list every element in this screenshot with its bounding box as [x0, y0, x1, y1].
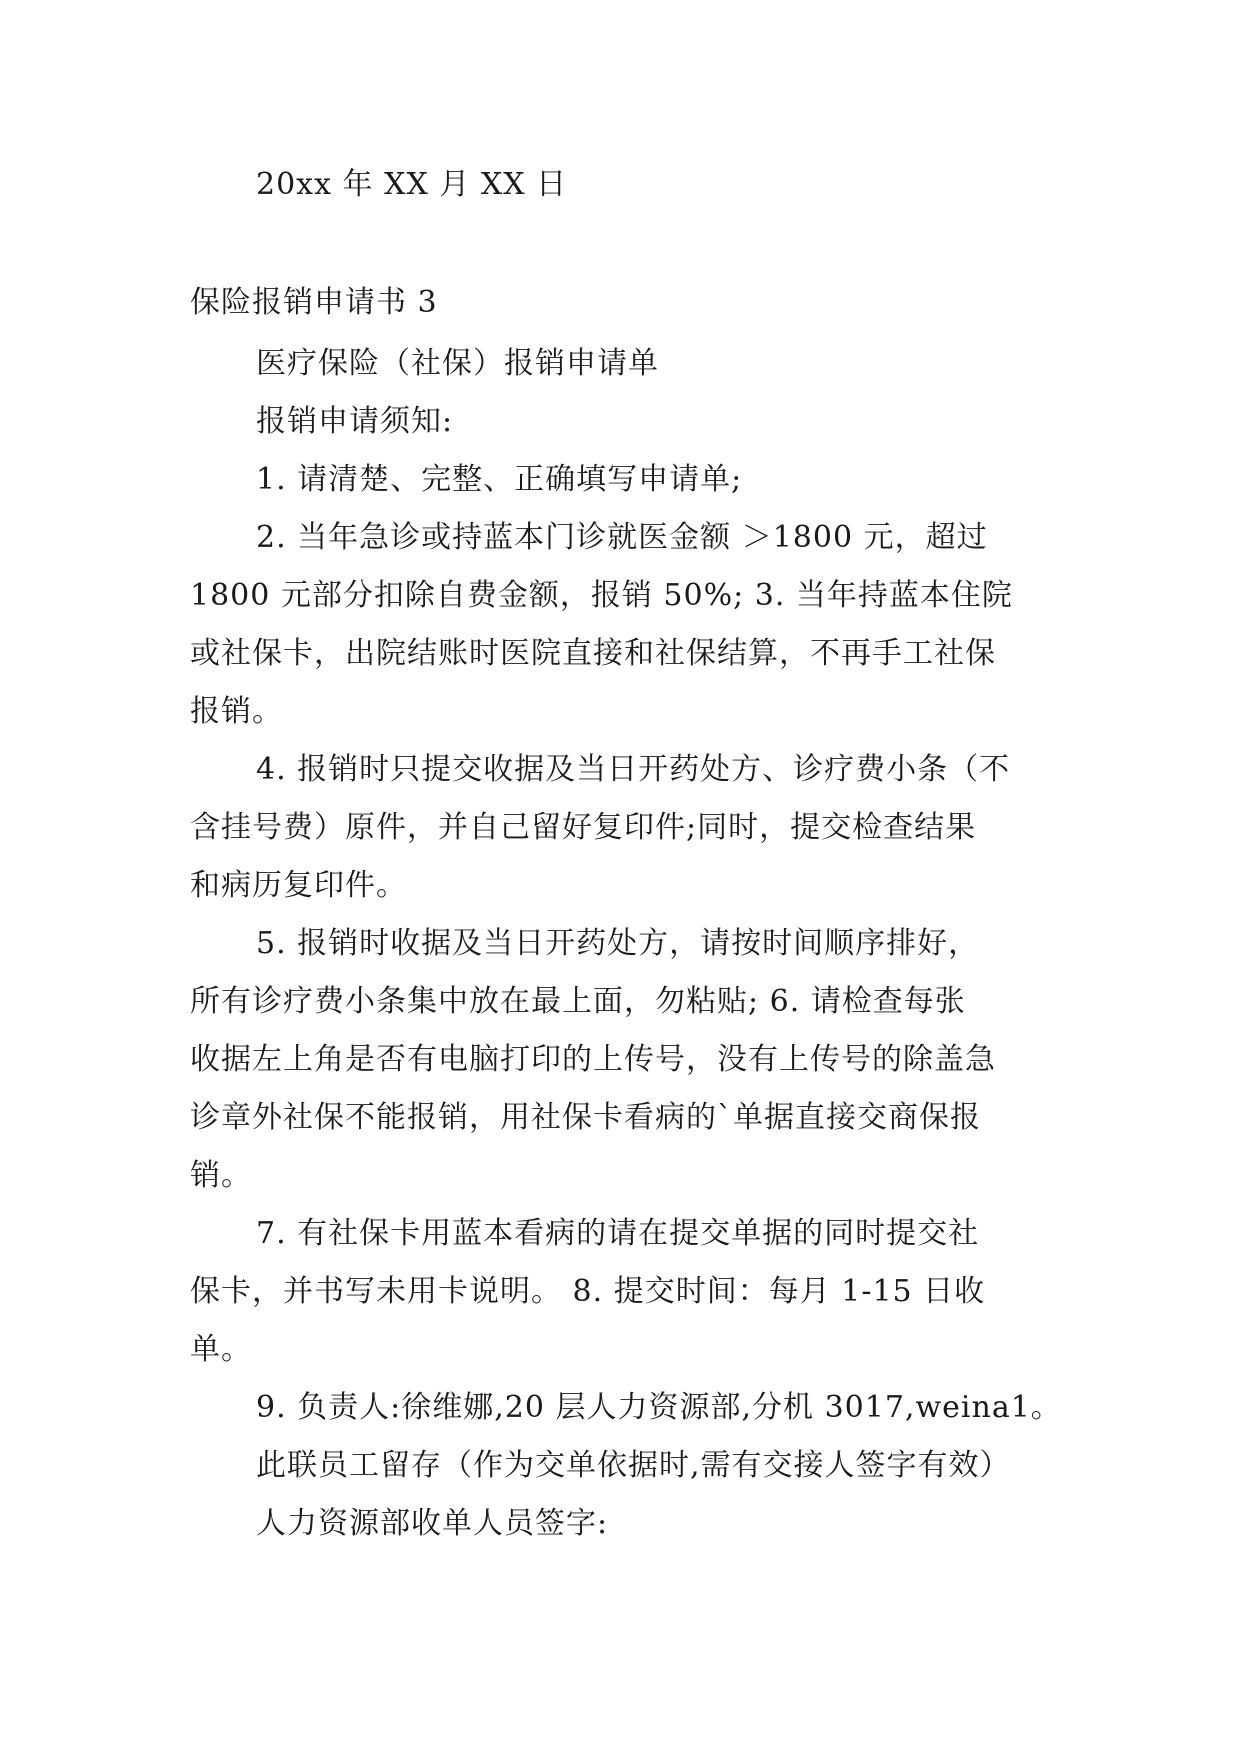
notice-line: 销。: [190, 1158, 252, 1193]
date-line: 20xx 年 XX 月 XX 日: [256, 167, 568, 202]
form-header-block: [190, 335, 742, 509]
form-title: 医疗保险（社保）报销申请单: [256, 346, 659, 381]
notice-item-7: [190, 1205, 985, 1379]
notice-line: 或社保卡，出院结账时医院直接和社保结算，不再手工社保: [190, 636, 996, 671]
notice-item-4: [190, 741, 1010, 915]
notice-line: 和病历复印件。: [190, 868, 407, 903]
notice-item-1: 1. 请清楚、完整、正确填写申请单;: [256, 462, 743, 497]
notice-line: 保卡，并书写未用卡说明。 8. 提交时间：每月 1-15 日收: [190, 1274, 986, 1309]
section-title: 保险报销申请书 3: [190, 285, 438, 320]
notice-line: 收据左上角是否有电脑打印的上传号，没有上传号的除盖急: [190, 1042, 996, 1077]
signature-label: 人力资源部收单人员签字:: [256, 1506, 609, 1541]
notice-heading: 报销申请须知:: [256, 404, 454, 439]
closing-block: [190, 1379, 1062, 1553]
notice-item-2: [190, 509, 1013, 741]
notice-line: 所有诊疗费小条集中放在最上面，勿粘贴; 6. 请检查每张: [190, 984, 966, 1019]
retain-note: 此联员工留存（作为交单依据时,需有交接人签字有效）: [256, 1448, 1011, 1483]
notice-line: 诊章外社保不能报销，用社保卡看病的`单据直接交商保报: [190, 1100, 981, 1135]
notice-line: 7. 有社保卡用蓝本看病的请在提交单据的同时提交社: [256, 1216, 980, 1251]
notice-line: 5. 报销时收据及当日开药处方，请按时间顺序排好，: [256, 926, 980, 961]
notice-line: 单。: [190, 1332, 252, 1367]
notice-line: 1800 元部分扣除自费金额，报销 50%; 3. 当年持蓝本住院: [190, 578, 1013, 613]
notice-line: 含挂号费）原件，并自己留好复印件;同时，提交检查结果: [190, 810, 977, 845]
notice-line: 报销。: [190, 694, 283, 729]
notice-item-9: 9. 负责人:徐维娜,20 层人力资源部,分机 3017,weina1。: [256, 1390, 1062, 1425]
notice-item-5: [190, 915, 996, 1205]
notice-line: 2. 当年急诊或持蓝本门诊就医金额 ＞1800 元，超过: [256, 520, 988, 555]
notice-line: 4. 报销时只提交收据及当日开药处方、诊疗费小条（不: [256, 752, 1011, 787]
